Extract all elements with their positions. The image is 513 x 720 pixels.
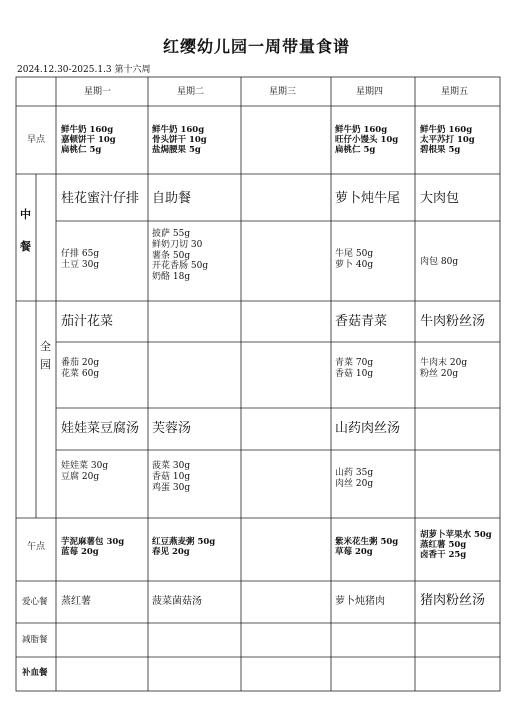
care-meal-thu: 萝卜炖猪肉 [335, 596, 385, 607]
veg-dish-fri: 牛肉粉丝汤 [420, 314, 486, 329]
page-title: 红缨幼儿园一周带量食谱 [162, 37, 350, 56]
row-label-blood-meal: 补血餐 [22, 668, 48, 678]
soup-amount-thu: 山药 35g 肉丝 20g [335, 468, 374, 489]
day-header-mon: 星期一 [84, 87, 112, 97]
date-range: 2024.12.30-2025.1.3 第十六周 [17, 65, 151, 75]
main-amount-mon: 仔排 65g 土豆 30g [61, 249, 100, 270]
lunch-label-1: 中 [20, 208, 31, 221]
main-dish-tue: 自助餐 [152, 191, 192, 206]
afternoon-thu: 紫米花生粥 50g 草莓 20g [335, 537, 399, 558]
main-amount-fri: 肉包 80g [420, 257, 459, 267]
row-label-diet-meal: 减脂餐 [22, 635, 48, 645]
main-dish-mon: 桂花蜜汁仔排 [61, 191, 140, 206]
breakfast-tue: 鲜牛奶 160g 骨头饼干 10g 盐焗腰果 5g [152, 125, 207, 156]
veg-amount-thu: 青菜 70g 香菇 10g [335, 358, 374, 379]
care-meal-tue: 菠菜菌菇汤 [152, 596, 202, 607]
row-label-breakfast: 早点 [27, 135, 46, 145]
soup-dish-thu: 山药肉丝汤 [335, 421, 401, 436]
main-amount-tue: 披萨 55g 鲜奶刀切 30 薯条 50g 开花香肠 50g 奶酪 18g [152, 229, 209, 283]
day-header-fri: 星期五 [441, 87, 469, 97]
afternoon-fri: 胡萝卜苹果水 50g 蒸红薯 50g 卤香干 25g [420, 530, 492, 561]
day-header-thu: 星期四 [356, 87, 384, 97]
soup-amount-tue: 菠菜 30g 香菇 10g 鸡蛋 30g [152, 461, 191, 493]
veg-dish-thu: 香菇青菜 [335, 314, 388, 329]
soup-amount-mon: 娃娃菜 30g 豆腐 20g [61, 461, 109, 482]
main-dish-fri: 大肉包 [420, 191, 460, 206]
main-amount-thu: 牛尾 50g 萝卜 40g [335, 249, 374, 270]
veg-amount-fri: 牛肉末 20g 粉丝 20g [420, 358, 468, 379]
breakfast-fri: 鲜牛奶 160g 太平苏打 10g 碧根果 5g [420, 125, 475, 156]
day-header-tue: 星期二 [177, 87, 205, 97]
veg-dish-mon: 茄汁花菜 [61, 314, 114, 329]
breakfast-mon: 鲜牛奶 160g 嘉顿饼干 10g 扁桃仁 5g [61, 125, 116, 156]
lunch-label-school: 全园 [40, 340, 51, 371]
soup-dish-mon: 娃娃菜豆腐汤 [61, 421, 140, 436]
soup-dish-tue: 芙蓉汤 [152, 421, 192, 436]
lunch-label-2: 餐 [20, 240, 31, 253]
care-meal-fri: 猪肉粉丝汤 [420, 593, 486, 608]
afternoon-mon: 芋泥麻薯包 30g 蓝莓 20g [61, 537, 125, 558]
row-label-afternoon: 午点 [27, 542, 46, 552]
breakfast-thu: 鲜牛奶 160g 旺仔小馒头 10g 扁桃仁 5g [335, 125, 399, 156]
main-dish-thu: 萝卜炖牛尾 [335, 191, 401, 206]
day-header-wed: 星期三 [269, 87, 297, 97]
veg-amount-mon: 番茄 20g 花菜 60g [61, 358, 100, 379]
row-label-care-meal: 爱心餐 [22, 597, 48, 607]
care-meal-mon: 蒸红薯 [61, 596, 91, 607]
afternoon-tue: 红豆燕麦粥 50g 春见 20g [152, 537, 216, 558]
